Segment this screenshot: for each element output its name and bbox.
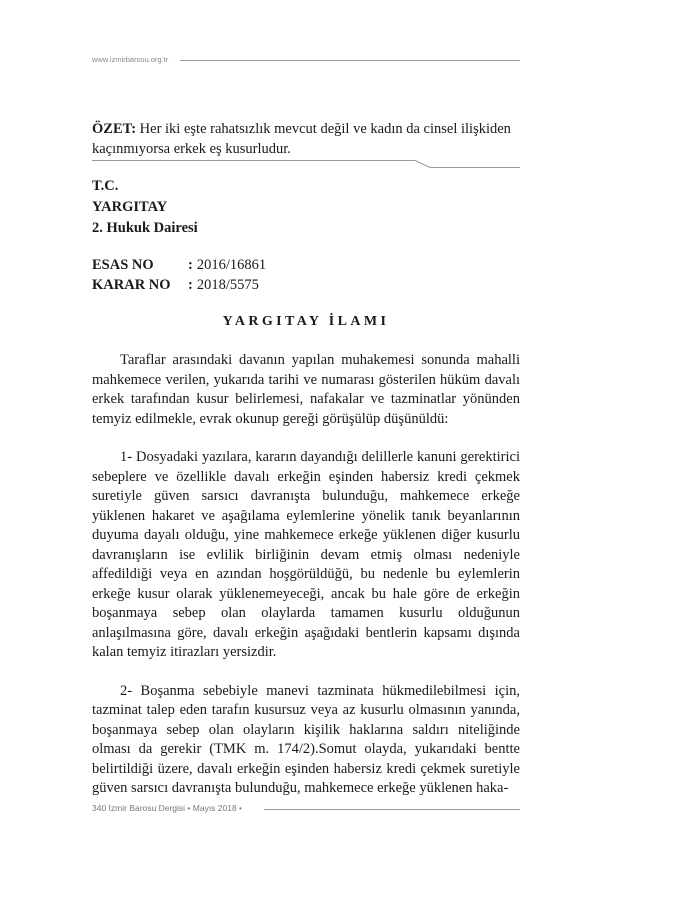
court-tc: T.C. (92, 178, 119, 194)
esas-row (92, 255, 266, 275)
esas-label: ESAS NO (92, 257, 154, 273)
court-heading (92, 176, 198, 239)
footer-rule (264, 809, 520, 810)
header-rule (180, 60, 520, 61)
document-title: YARGITAY İLAMI (222, 314, 390, 329)
esas-value: 2016/16861 (196, 257, 267, 273)
summary-text: Her iki eşte rahatsızlık mevcut değil ve kadın da cinsel ilişkiden kaçınmıyorsa erkek eş kusurludur. (92, 121, 511, 157)
footer-text: 340 İzmir Barosu Dergisi • Mayıs 2018 • (92, 803, 243, 813)
karar-value: 2018/5575 (196, 277, 259, 293)
body-paragraph: Taraflar arasındaki davanın yapılan muhakemesi sonunda mahalli mahkemece verilen, yukarıda tarihi ve numarası gösterilen hüküm davalı erkek tarafından kusur belirlemesi, nafakalar ve tazminatlar yönünden temyiz edilmekle, evrak okunup gereği görüşülüp düşünüldü: (92, 352, 520, 427)
esas-colon: : (188, 257, 193, 273)
summary-block (92, 119, 520, 159)
page-footer (92, 803, 520, 815)
karar-colon: : (188, 277, 193, 293)
karar-label: KARAR NO (92, 277, 171, 293)
body-paragraph: 1- Dosyadaki yazılara, kararın dayandığı delillerle kanuni gerektirici sebeplere ve özellikle davalı erkeğin eşinden habersiz kredi çekmek suretiyle güven sarsıcı davranışta bulunduğu, mahkemece erkeğe yüklenen hakaret ve aşağılama eylemlerine yönelik tanık beyanlarının duyuma dayalı olduğu, yine mahkemece erkeğe yüklenen diğer kusurlu davranışların ise evlilik birliğinin devam etmiş olması nedeniyle affedildiği veya en azından hoşgörüldüğü, bu nedenle bu eylemlerin erkeğe kusur olarak yüklenemeyeceği, ancak bu hale göre de erkeğin boşanmaya sebep olan olaylarda tamamen kusurlu olduğunun anlaşılmasına göre, davalı erkeğin aşağıdaki bentlerin kapsamı dışında kalan temyiz itirazları yersizdir. (92, 449, 520, 660)
summary-label: ÖZET: (92, 121, 137, 137)
court-name: YARGITAY (92, 199, 168, 215)
karar-row (92, 275, 266, 295)
summary-rule (92, 158, 520, 170)
page-header (92, 55, 520, 67)
case-numbers (92, 255, 266, 295)
header-url: www.izmirbarosu.org.tr (92, 55, 169, 64)
body-paragraph: 2- Boşanma sebebiyle manevi tazminata hükmedilebilmesi için, tazminat talep eden tarafın kusursuz veya az kusurlu olmasının yanında, boşanmaya sebep olan olayların kişilik haklarına saldırı niteliğinde olması da gerekir (TMK m. 174/2).Somut olayda, yukarıdaki bentte belirtildiği üzere, davalı erkeğin eşinden habersiz kredi çekmek suretiyle güven sarsıcı davranışta bulunduğu, mahkemece erkeğe yüklenen haka- (92, 682, 520, 796)
court-chamber: 2. Hukuk Dairesi (92, 220, 198, 236)
document-body (92, 351, 520, 818)
